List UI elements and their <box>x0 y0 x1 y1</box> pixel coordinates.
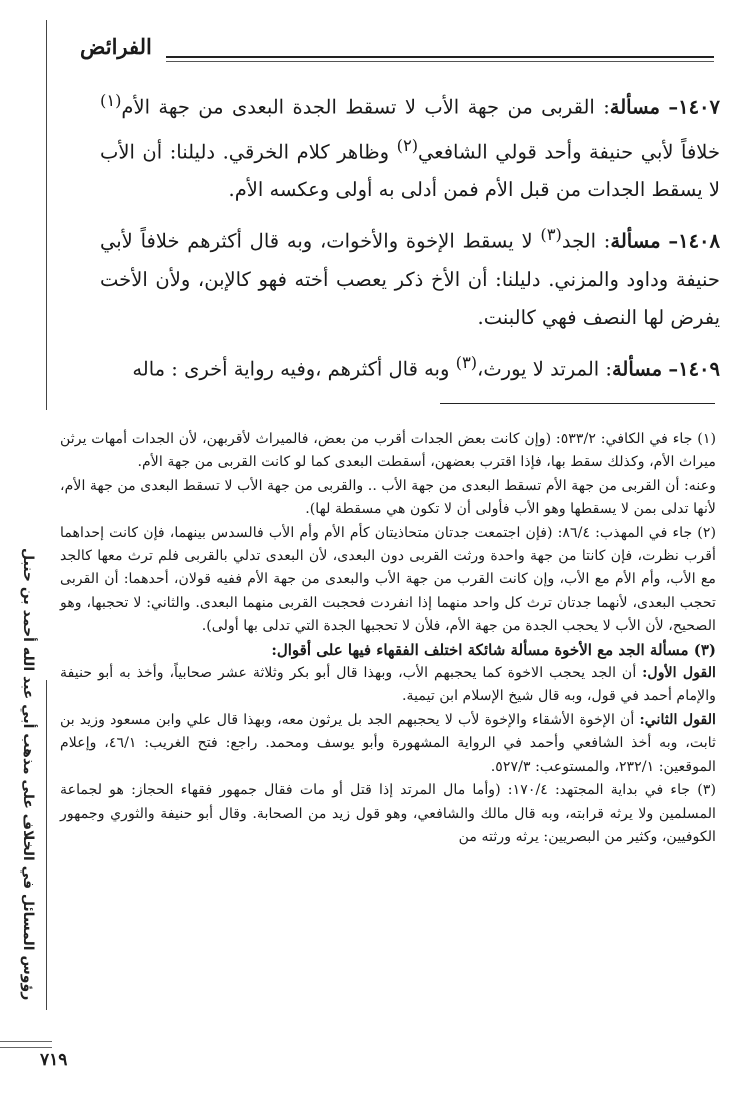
entry-text-rest: خلافاً لأبي حنيفة وأحد قولي الشافعي <box>418 140 721 163</box>
footnote-3-opinion-1 <box>60 662 716 709</box>
opinion-text: أن الإخوة الأشقاء والإخوة لأب لا يحجبهم الجد بل يرثون معه، وبهذا قال علي وابن مسعود وزيد بن ثابت، وبه أخذ الشافعي وأحمد في الرواية المشهورة وأبو يوسف ومحمد. راجع: فتح الغريب: ٤٦/١، وإعلام الموقعين: ٢٣٢/١، والمستوعب: ٥٢٧/٣. <box>60 711 716 775</box>
entry-number: ١٤٠٩– <box>668 357 720 380</box>
footnote-ref: (٢) <box>396 135 419 155</box>
footnote-3-heading: (٣) مسألة الجد مع الأخوة مسألة شائكة اختلف الفقهاء فيها على أقوال: <box>271 640 716 659</box>
opinion-text: أن الجد يحجب الاخوة كما يحجبهم الأب، وبهذا قال أبو بكر وثلاثة عشر صحابياً، وأخذ به أبو حنيفة والإمام أحمد في قول، وبه قال شيخ الإسلام ابن تيمية. <box>60 665 716 705</box>
entry-number: ١٤٠٧– <box>668 95 720 119</box>
entry-text-rest: لا يسقط الإخوة والأخوات، وبه قال أكثرهم خلافاً لأبي حنيفة وداود والمزني. دليلنا: أن الأخ ذكر يعصب أخته فهو كالإبن، ولأن الأخت يفرض لها النصف فهي كالبنت. <box>100 229 720 329</box>
main-text <box>100 82 720 395</box>
footnote-ref: (٣) <box>455 352 478 372</box>
entry-text: : الجد <box>561 229 611 253</box>
footnote-ref: (٣) <box>540 225 562 244</box>
side-running-title: رؤوس المسائل في الخلاف على مذهب أبي عبد الله أحمد بن حنبل <box>20 547 36 1000</box>
entry-number: ١٤٠٨– <box>668 229 720 253</box>
footnote-separator <box>440 403 715 404</box>
footnotes <box>60 428 716 849</box>
entry-label: مسألة <box>610 229 661 253</box>
side-marker <box>0 1041 52 1048</box>
entry-label: مسألة <box>609 95 660 119</box>
side-divider-bottom <box>46 680 47 1010</box>
entry-1408 <box>100 216 720 337</box>
entry-1407 <box>100 82 720 209</box>
footnote-ref: (١) <box>100 91 122 110</box>
entry-text-rest: وظاهر كلام الخرقي. دليلنا: أن الأب لا يسقط الجدات من قبل الأم فمن أدلى به أولى وعكسه الأم. <box>100 140 720 201</box>
header-rule <box>166 56 714 58</box>
footnote-3b: (٣) جاء في بداية المجتهد: ١٧٠/٤: (وأما مال المرتد إذا قتل أو مات فقال جمهور فقهاء الحجاز: هو لجماعة المسلمين ولا يرثه قرابته، وبه قال مالك والشافعي، وهو قول زيد من الصحابة. وقال أبو حنيفة والثوري وجمهور الكوفيين، وكثير من البصريين: يرثه ورثته من <box>60 782 717 845</box>
entry-text-rest: وبه قال أكثرهم ،وفيه رواية أخرى : ماله <box>132 357 456 380</box>
footnote-1-continued: وعنه: أن القربى من جهة الأم تسقط البعدى من جهة الأب .. والقربى من جهة الأب لا تسقط البعدى من جهة الأم، لأنها تدلى بمن لا يسقطها وهو الأب فأولى أن لا تكون هي مسقطة لها). <box>60 477 716 518</box>
entry-1409 <box>100 344 720 389</box>
footnote-1: (١) جاء في الكافي: ٥٣٣/٢: (وإن كانت بعض الجدات أقرب من بعض، فالميراث لأقربهن، لأن الجدات أمهات يرثن ميراث الأم، وكذلك سقط بها، فإذا اقترب بعضهن، أسقطت البعدى كما لو كانت القربى من جهة الأم. <box>60 431 716 471</box>
opinion-label: القول الأول: <box>642 665 717 682</box>
page-number: ٧١٩ <box>40 1050 68 1070</box>
entry-text: : القربى من جهة الأب لا تسقط الجدة البعدى من جهة الأم <box>121 95 610 119</box>
header-rule-thin <box>166 61 714 62</box>
footnote-2: (٢) جاء في المهذب: ٨٦/٤: (فإن اجتمعت جدتان متحاذيتان كأم الأم وأم الأب فالسدس بينهما، فإن كانت إحداهما أقرب نظرت، فإن كانتا من جهة واحدة ورثت القربى دون البعدى، لأن البعدى تدلي بالقربى فلم ترث معها كالجد مع الأب، وأم الأم مع الأب، وإن كانت القرب من جهة الأب والبعدى من جهة الأم ففيه قولان، أحدهما: أن القربى تحجب البعدى، لأنهما جدتان ترث كل واحد منهما إذا انفردت فحجبت القربى منهما البعدى. والثاني: لا تحجبها، وهو الصحيح، لأن الأب لا يحجب الجدة من جهة الأم، فلأن لا تحجبها الجدة التي تدلى بها أولى). <box>60 524 716 635</box>
entry-text: : المرتد لا يورث، <box>477 357 612 380</box>
footnote-3-opinion-2 <box>60 709 716 779</box>
side-divider-top <box>46 20 47 410</box>
opinion-label: القول الثاني: <box>639 711 717 728</box>
entry-label: مسألة <box>611 357 663 380</box>
page-header-title: الفرائض <box>80 34 152 59</box>
